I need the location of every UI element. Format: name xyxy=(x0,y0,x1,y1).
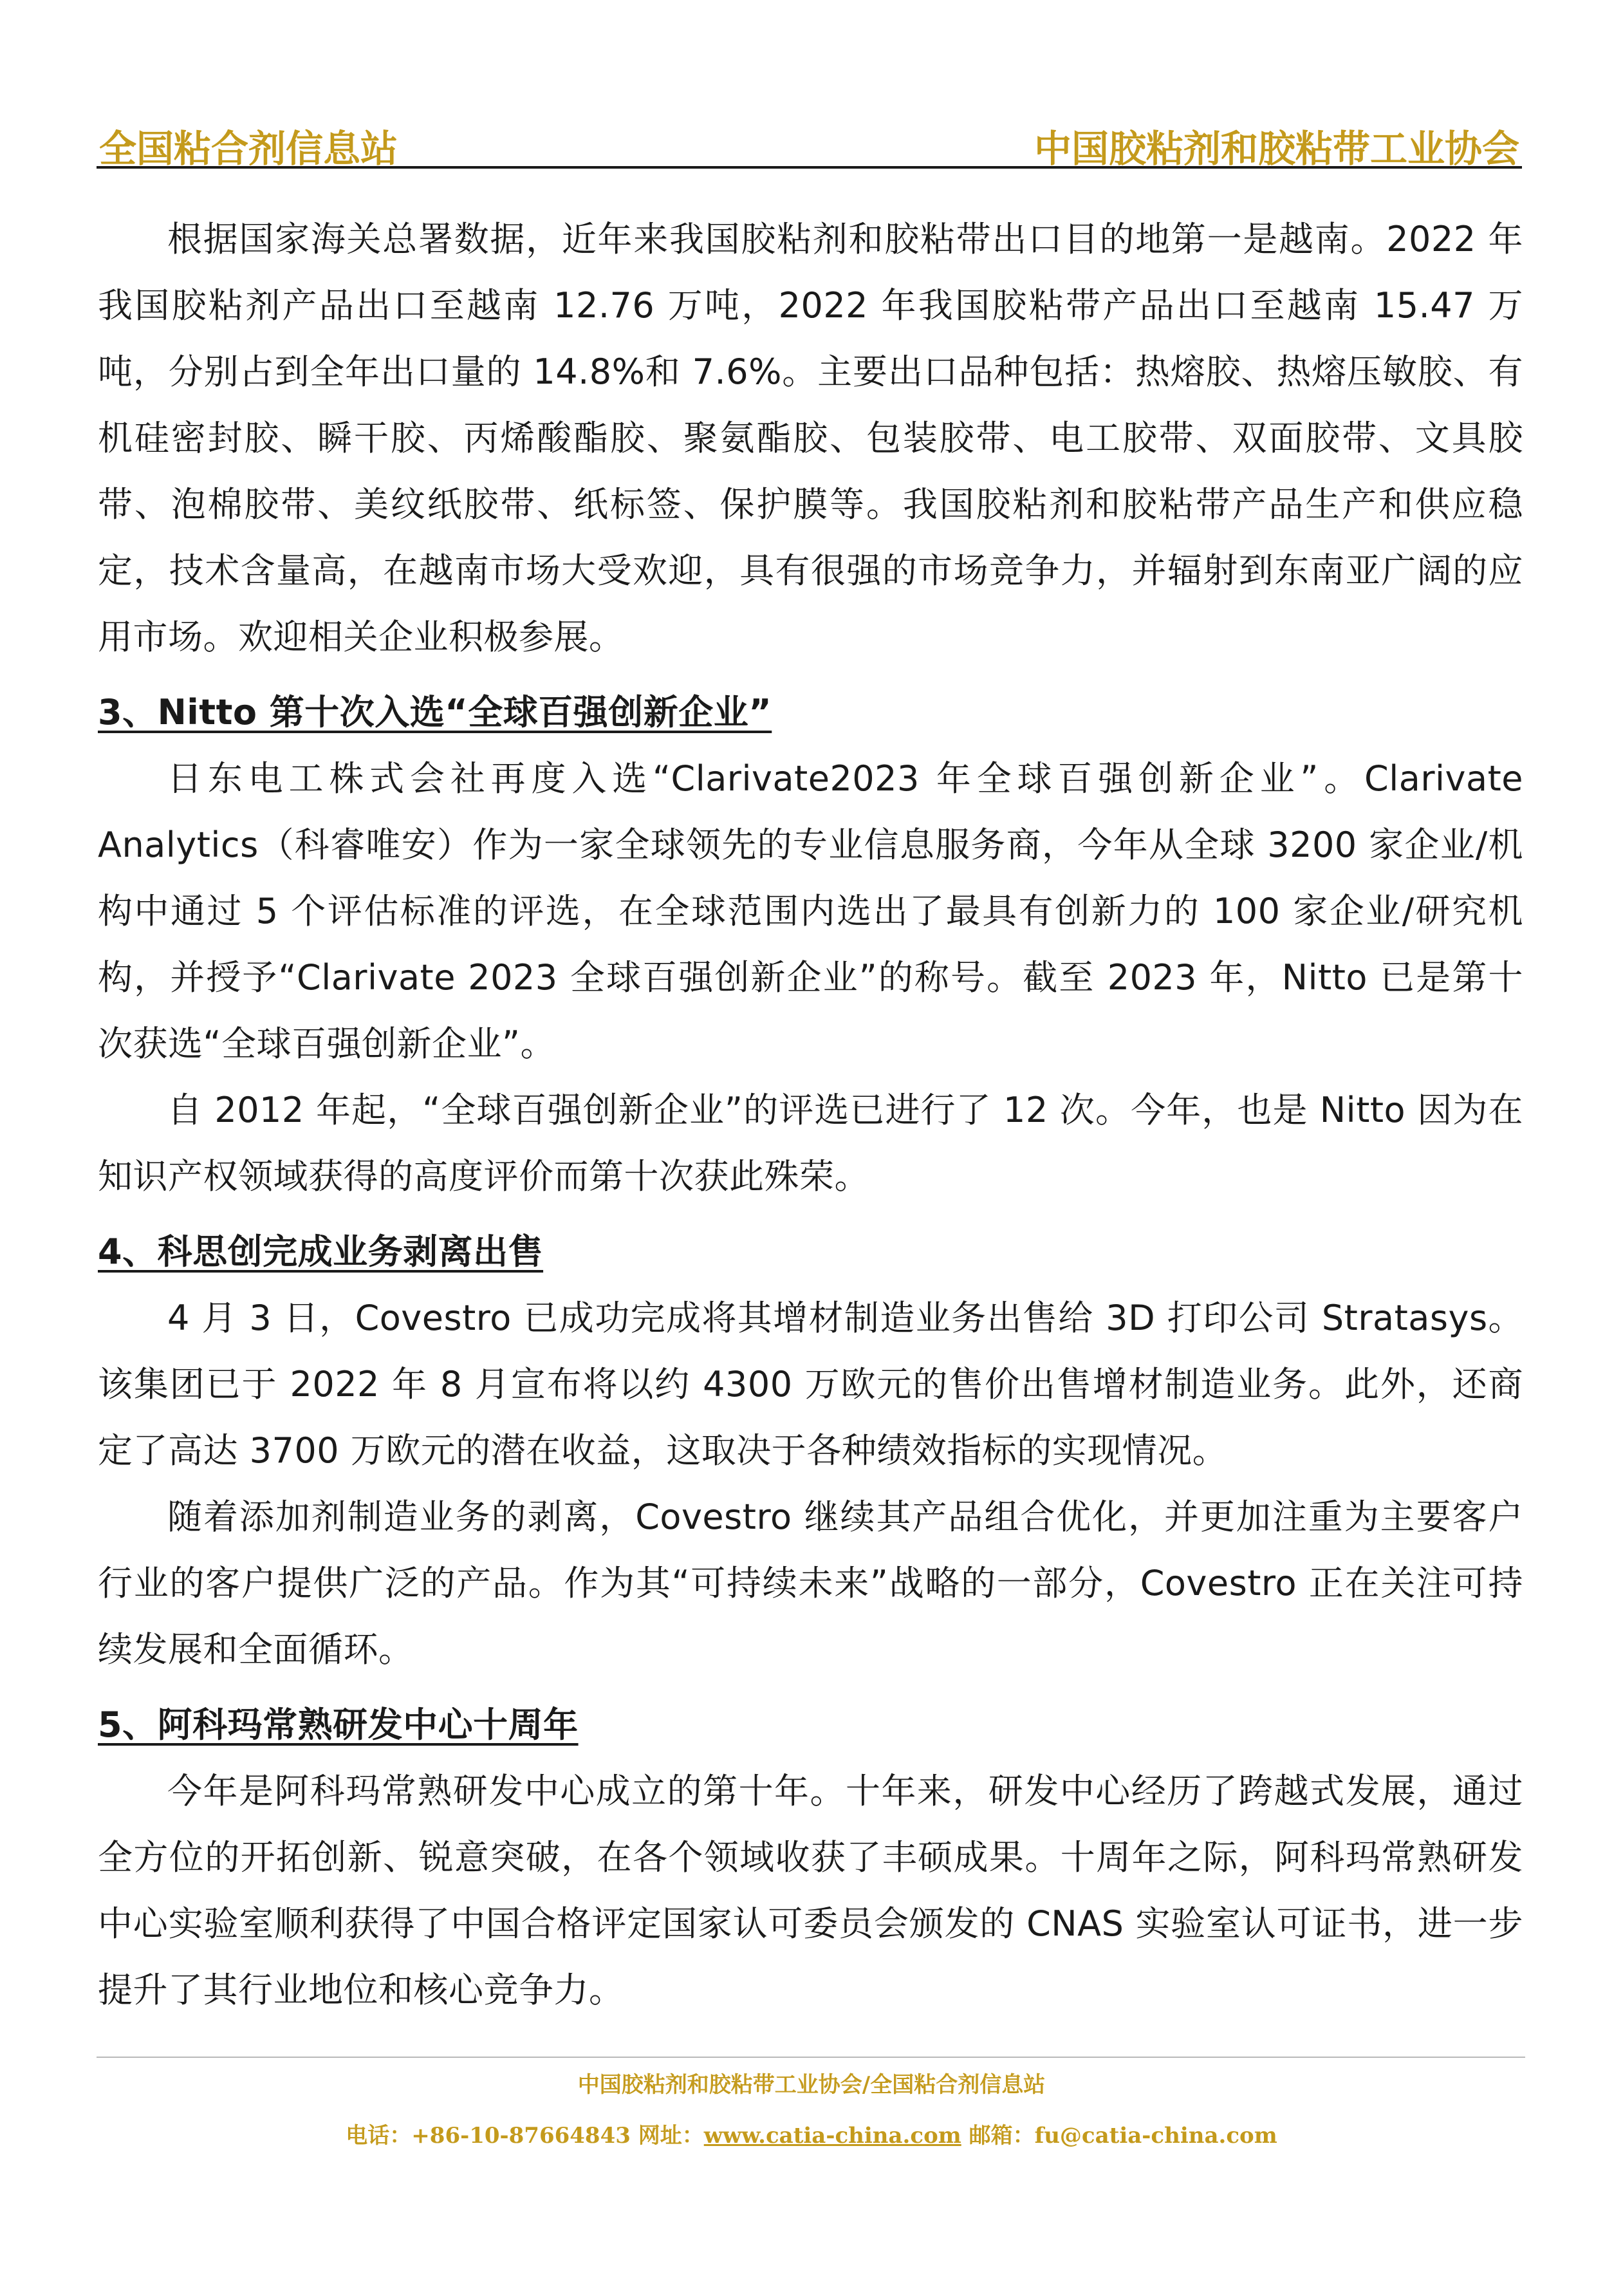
footer-organization: 中国胶粘剂和胶粘带工业协会/全国粘合剂信息站 xyxy=(577,2072,1046,2098)
footer-divider xyxy=(97,2057,1525,2058)
paragraph-intro: 根据国家海关总署数据，近年来我国胶粘剂和胶粘带出口目的地第一是越南。2022 年我国胶粘剂产品出口至越南 12.76 万吨，2022 年我国胶粘带产品出口至越南 15.47 万吨，分别占到全年出口量的 14.8%和 7.6%。主要出口品种包括：热熔胶、热熔压敏胶、有机硅密封胶、瞬干胶、丙烯酸酯胶、聚氨酯胶、包装胶带、电工胶带、双面胶带、文具胶带、泡棉胶带、美纹纸胶带、纸标签、保护膜等。我国胶粘剂和胶粘带产品生产和供应稳定，技术含量高，在越南市场大受欢迎，具有很强的市场竞争力，并辐射到东南亚广阔的应用市场。欢迎相关企业积极参展。 xyxy=(98,219,1523,657)
section-title-nitto: 3、Nitto 第十次入选“全球百强创新企业” xyxy=(98,692,772,733)
footer-email: 邮箱：fu@catia-china.com xyxy=(961,2123,1277,2149)
header-site-name: 全国粘合剂信息站 xyxy=(99,127,398,171)
paragraph-covestro-2: 随着添加剂制造业务的剥离，Covestro 继续其产品组合优化，并更加注重为主要客户行业的客户提供广泛的产品。作为其“可持续未来”战略的一部分，Covestro 正在关注可持续发展和全面循环。 xyxy=(98,1497,1523,1670)
section-title-covestro: 4、科思创完成业务剥离出售 xyxy=(98,1231,544,1272)
page-header xyxy=(97,115,1522,169)
paragraph-arkema-1: 今年是阿科玛常熟研发中心成立的第十年。十年来，研发中心经历了跨越式发展，通过全方位的开拓创新、锐意突破，在各个领域收获了丰硕成果。十周年之际，阿科玛常熟研发中心实验室顺利获得了中国合格评定国家认可委员会颁发的 CNAS 实验室认可证书，进一步提升了其行业地位和核心竞争力。 xyxy=(98,1771,1523,2010)
footer-phone: 电话：+86-10-87664843 网址： xyxy=(346,2123,704,2149)
footer-website-link[interactable]: www.catia-china.com xyxy=(703,2123,961,2149)
article-body xyxy=(98,206,1523,2023)
paragraph-nitto-1: 日东电工株式会社再度入选“Clarivate2023 年全球百强创新企业”。Clarivate Analytics（科睿唯安）作为一家全球领先的专业信息服务商，今年从全球 3200 家企业/机构中通过 5 个评估标准的评选，在全球范围内选出了最具有创新力的 100 家企业/研究机构，并授予“Clarivate 2023 全球百强创新企业”的称号。截至 2023 年，Nitto 已是第十次获选“全球百强创新企业”。 xyxy=(98,758,1523,1064)
footer-contact xyxy=(0,2118,1623,2149)
header-association-name: 中国胶粘剂和胶粘带工业协会 xyxy=(1034,127,1519,171)
section-title-arkema: 5、阿科玛常熟研发中心十周年 xyxy=(98,1704,579,1745)
paragraph-nitto-2: 自 2012 年起，“全球百强创新企业”的评选已进行了 12 次。今年，也是 Nitto 因为在知识产权领域获得的高度评价而第十次获此殊荣。 xyxy=(98,1090,1523,1197)
paragraph-covestro-1: 4 月 3 日，Covestro 已成功完成将其增材制造业务出售给 3D 打印公司 Stratasys。该集团已于 2022 年 8 月宣布将以约 4300 万欧元的售价出售增材制造业务。此外，还商定了高达 3700 万欧元的潜在收益，这取决于各种绩效指标的实现情况。 xyxy=(98,1298,1523,1471)
